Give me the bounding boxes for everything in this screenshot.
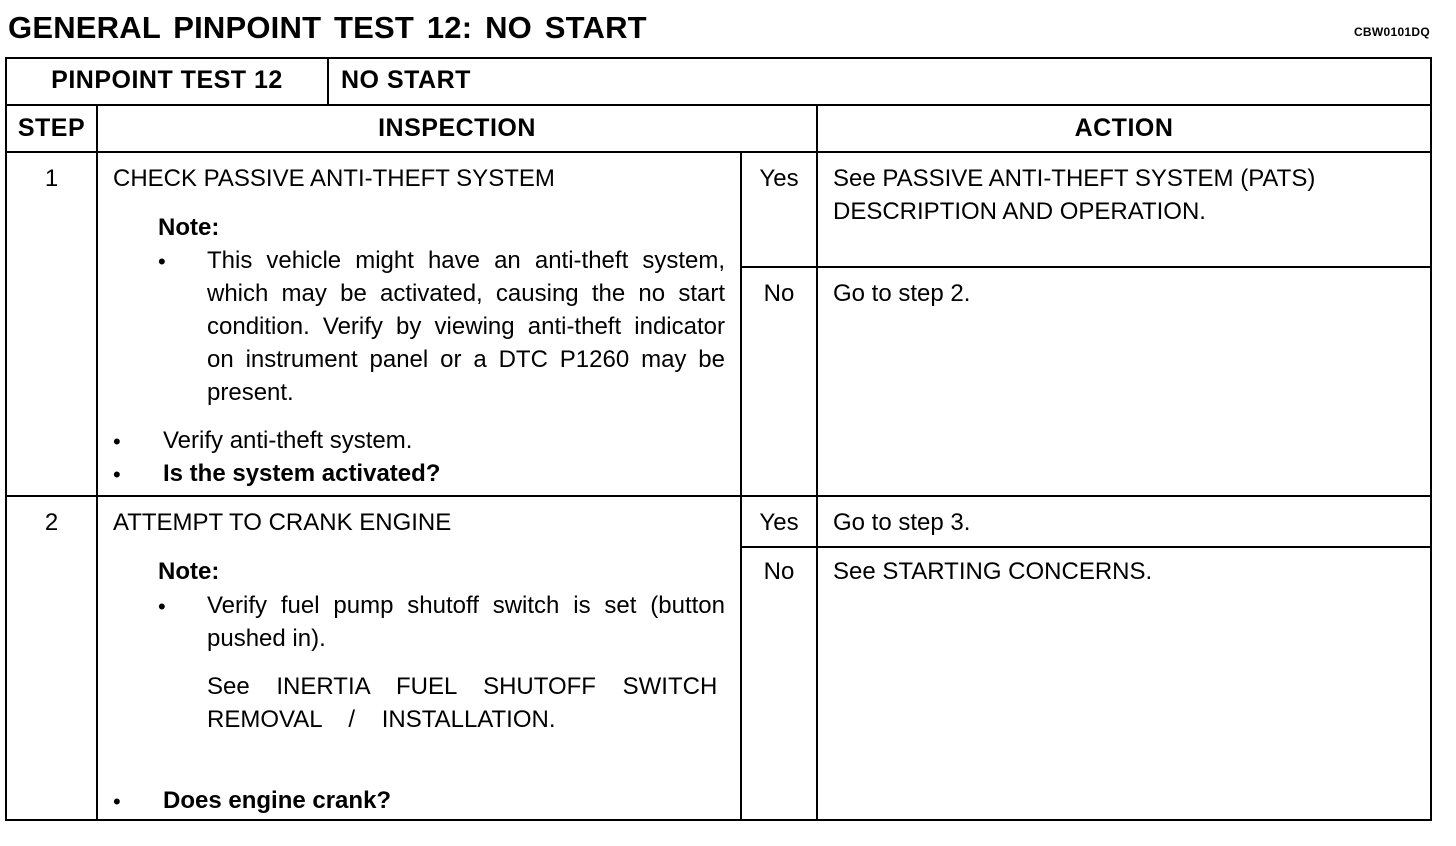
answer-yes: Yes xyxy=(759,165,799,192)
bullet-marker: • xyxy=(113,789,121,814)
col-divider-action xyxy=(816,105,818,821)
column-header-step: STEP xyxy=(17,114,86,142)
bullet-question: Is the system activated? xyxy=(163,460,441,487)
step-number: 2 xyxy=(44,509,59,536)
action-yes: Go to step 3. xyxy=(833,509,971,536)
test-label: PINPOINT TEST 12 xyxy=(51,66,283,94)
document-title: GENERAL PINPOINT TEST 12: NO START xyxy=(8,10,647,45)
note-label: Note: xyxy=(158,558,220,585)
column-header-inspection: INSPECTION xyxy=(378,114,536,142)
note-bullet-text: Verify fuel pump shutoff switch is set (button pushed in). xyxy=(207,592,725,652)
answer-no: No xyxy=(763,558,795,585)
row-divider-step1-answers xyxy=(741,266,1432,268)
bullet-text: Verify anti-theft system. xyxy=(163,427,413,454)
bullet-marker: • xyxy=(113,462,121,487)
step-heading: ATTEMPT TO CRANK ENGINE xyxy=(113,509,452,536)
step-number: 1 xyxy=(44,165,59,192)
action-yes: See PASSIVE ANTI-THEFT SYSTEM (PATS) DESCRIPTION AND OPERATION. xyxy=(833,165,1316,225)
step-heading: CHECK PASSIVE ANTI-THEFT SYSTEM xyxy=(113,165,555,192)
note-bullet-marker: • xyxy=(158,249,166,274)
row-divider-columns xyxy=(5,151,1432,153)
bullet-question: Does engine crank? xyxy=(163,787,392,814)
row-divider-step1 xyxy=(5,495,1432,497)
action-no: See STARTING CONCERNS. xyxy=(833,558,1153,585)
column-header-action: ACTION xyxy=(1074,114,1174,142)
note-bullet-text: This vehicle might have an anti-theft system, which may be activated, causing the no start condition. Verify by viewing anti-theft indicator on instrument panel or a DTC P1260 may be present. xyxy=(207,247,725,406)
action-no: Go to step 2. xyxy=(833,280,971,307)
note-reference: See INERTIA FUEL SHUTOFF SWITCH REMOVAL / INSTALLATION. xyxy=(207,673,718,733)
row-divider-header xyxy=(5,104,1432,106)
test-name: NO START xyxy=(341,66,471,94)
answer-no: No xyxy=(763,280,795,307)
bullet-marker: • xyxy=(113,429,121,454)
document-code: CBW0101DQ xyxy=(1353,25,1430,39)
col-divider-answer xyxy=(740,152,742,821)
answer-yes: Yes xyxy=(759,509,799,536)
col-divider-test-name xyxy=(327,57,329,105)
note-label: Note: xyxy=(158,214,220,241)
note-bullet-marker: • xyxy=(158,594,166,619)
col-divider-step xyxy=(96,105,98,821)
row-divider-step2-answers xyxy=(741,546,1432,548)
